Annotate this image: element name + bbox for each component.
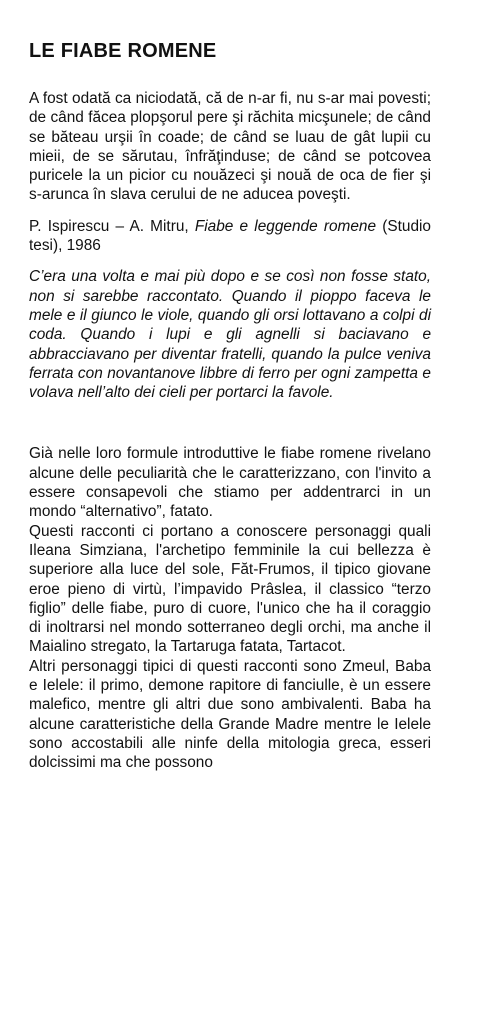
citation [29,217,431,256]
citation-authors: P. Ispirescu – A. Mitru, [29,217,195,235]
document-page [29,38,431,773]
essay-paragraph: Questi racconti ci portano a conoscere personaggi quali Ileana Simziana, l'archetipo femminile la cui bellezza è superiore alla luce del sole, Făt-Frumos, il tipico giovane eroe pieno di virtù, l’impavido Prâslea, il classico “terzo figlio” delle fiabe, puro di cuore, l'unico che ha il coraggio di inoltrarsi nel mondo sotterraneo degli orchi, ma anche il Maialino stregato, la Tartaruga fatata, Tartacot. [29,522,431,656]
romanian-quote: A fost odată ca niciodată, că de n-ar fi, nu s-ar mai povesti; de când făcea plopşorul pere şi răchita micşunele; de când se băteau urşii în coade; de când se luau de gât lupii cu mieii, de se sărutau, înfrăţinduse; de când se potcovea puricele la un picior cu nouăzeci şi nouă de oca de fier şi s-arunca în slava cerului de ne aducea poveşti. [29,90,431,204]
document-title: LE FIABE ROMENE [29,40,217,62]
essay-paragraph: Altri personaggi tipici di questi racconti sono Zmeul, Baba e Ielele: il primo, demone rapitore di fanciulle, è un essere malefico, mentre gli altri due sono ambivalenti. Baba ha alcune caratteristiche della Grande Madre mentre le Ielele sono accostabili alle ninfe della mitologia greca, esseri dolcissimi ma che possono [29,657,431,772]
citation-publisher: (Studio tesi), 1986 [29,217,431,255]
essay-paragraph: Già nelle loro formule introduttive le fiabe romene rivelano alcune delle peculiarità che le caratterizzano, con l'invito a essere consapevoli che stiamo per addentrarci in un mondo “alternativo”, fatato. [29,445,431,521]
citation-book-title: Fiabe e leggende romene [194,217,377,235]
essay-body [29,444,431,772]
italian-translation: C’era una volta e mai più dopo e se così non fosse stato, non si sarebbe raccontato. Quando il pioppo faceva le mele e il giunco le viole, quando gli orsi lottavano a colpi di coda. Quando i lupi e gli agnelli si baciavano e abbracciavano per diventar fratelli, quando la pulce veniva ferrata con novantanove libbre di ferro per ogni zampetta e volava nell’alto dei cieli per portarci la favole. [29,268,431,402]
